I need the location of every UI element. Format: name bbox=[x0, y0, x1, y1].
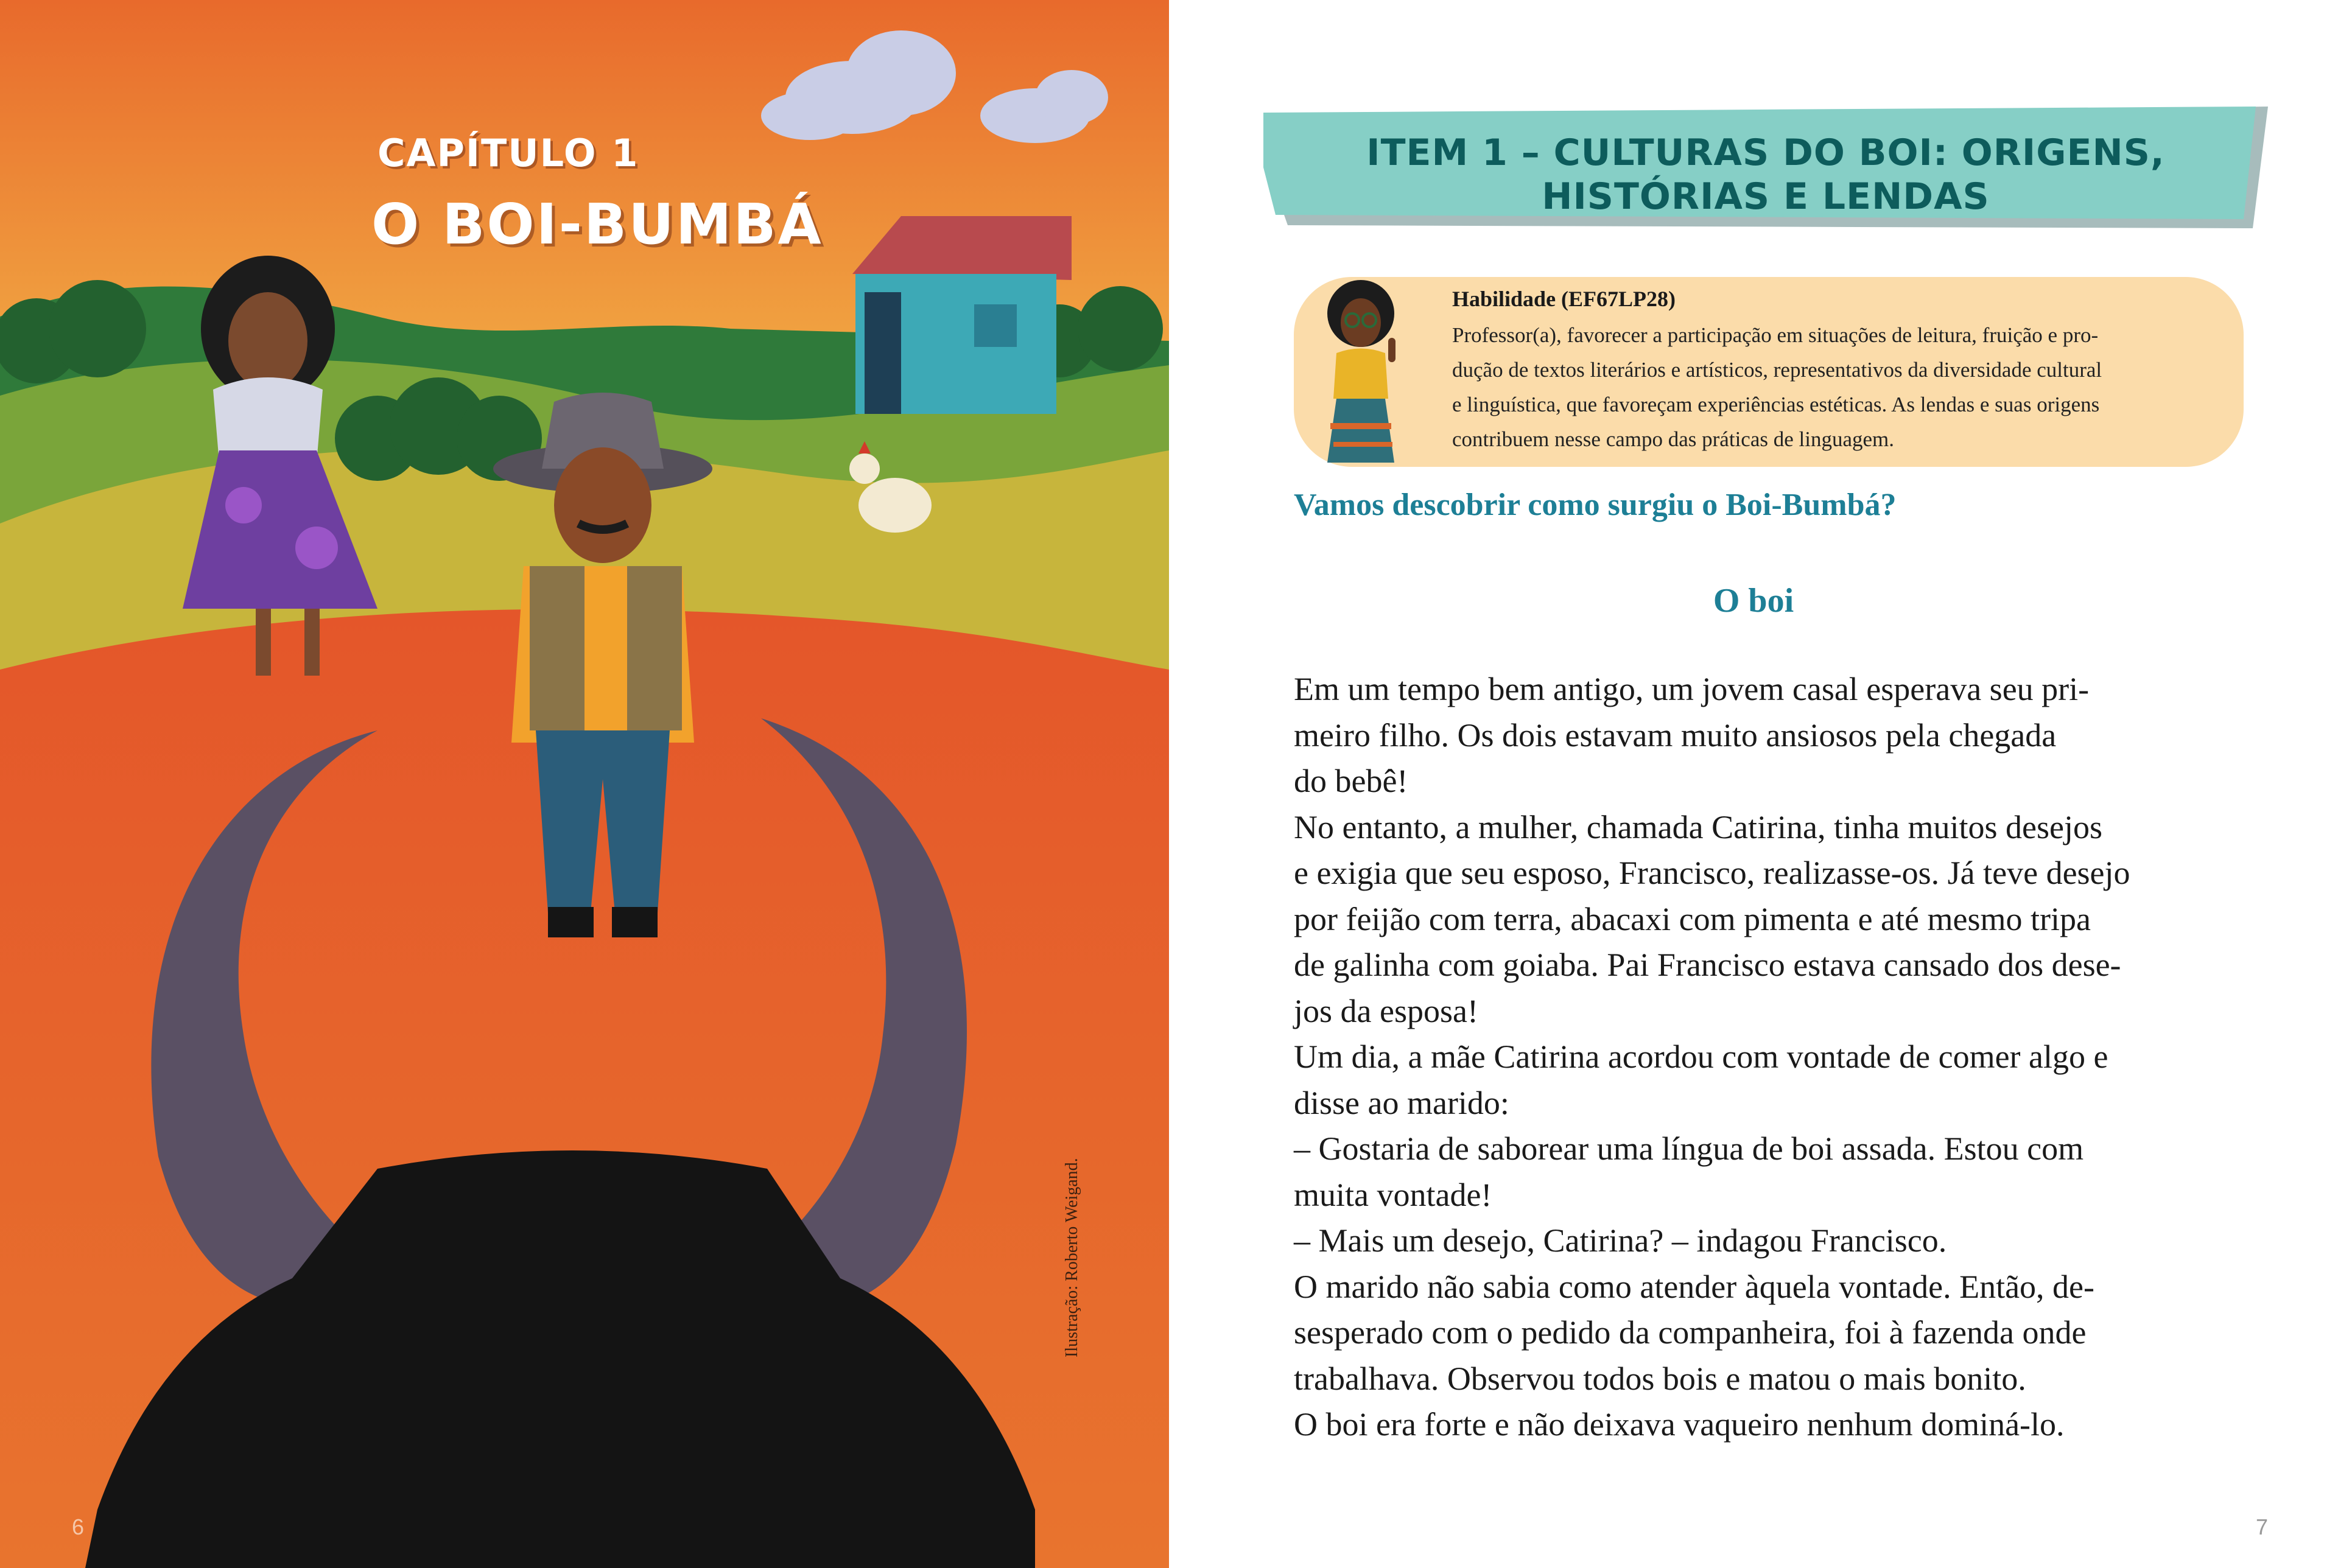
banner-title bbox=[1263, 131, 2268, 219]
story-line: Em um tempo bem antigo, um jovem casal esperava seu pri- bbox=[1294, 671, 2090, 707]
skill-line: dução de textos literários e artísticos, representativos da diversidade cultural bbox=[1452, 358, 2102, 382]
banner-line-1: ITEM 1 – CULTURAS DO BOI: ORIGENS, bbox=[1366, 131, 2165, 174]
story-line: de galinha com goiaba. Pai Francisco estava cansado dos dese- bbox=[1294, 947, 2121, 983]
section-banner bbox=[1263, 107, 2268, 228]
story-line: Um dia, a mãe Catirina acordou com vontade de comer algo e bbox=[1294, 1038, 2108, 1075]
chapter-title: O BOI-BUMBÁ bbox=[371, 192, 823, 257]
story-line: meiro filho. Os dois estavam muito ansiosos pela chegada bbox=[1294, 716, 2057, 754]
page-number-left: 6 bbox=[72, 1514, 85, 1539]
page-number-right: 7 bbox=[2256, 1514, 2269, 1539]
story-line: e exigia que seu esposo, Francisco, realizasse-os. Já teve desejo bbox=[1294, 855, 2130, 891]
teacher-avatar bbox=[1312, 280, 1413, 466]
story-title: O boi bbox=[1713, 582, 1794, 620]
story-line: – Mais um desejo, Catirina? – indagou Francisco. bbox=[1294, 1222, 1947, 1259]
story-line: disse ao marido: bbox=[1294, 1084, 1509, 1121]
right-page bbox=[1169, 0, 2338, 1568]
skill-title: Habilidade (EF67LP28) bbox=[1452, 287, 1676, 311]
skill-line: contribuem nesse campo das práticas de linguagem. bbox=[1452, 427, 1895, 451]
story-line: No entanto, a mulher, chamada Catirina, tinha muitos desejos bbox=[1294, 808, 2102, 845]
chapter-label: CAPÍTULO 1 bbox=[377, 131, 639, 175]
banner-line-2: HISTÓRIAS E LENDAS bbox=[1542, 175, 1990, 218]
illustration-credit: Ilustração: Roberto Weigand. bbox=[1062, 1158, 1081, 1357]
skill-line: Professor(a), favorecer a participação em situações de leitura, fruição e pro- bbox=[1452, 323, 2099, 347]
story-line: O marido não sabia como atender àquela vontade. Então, de- bbox=[1294, 1268, 2094, 1305]
story-line: – Gostaria de saborear uma língua de boi assada. Estou com bbox=[1294, 1130, 2084, 1167]
skill-line: e linguística, que favoreçam experiências estéticas. As lendas e suas origens bbox=[1452, 393, 2100, 416]
skill-text bbox=[1452, 318, 2213, 457]
story-line: por feijão com terra, abacaxi com pimenta e até mesmo tripa bbox=[1294, 900, 2091, 937]
story-line: jos da esposa! bbox=[1294, 992, 1478, 1029]
story-line: do bebê! bbox=[1294, 763, 1408, 799]
intro-question: Vamos descobrir como surgiu o Boi-Bumbá? bbox=[1294, 488, 1897, 522]
story-line: O boi era forte e não deixava vaqueiro nenhum dominá-lo. bbox=[1294, 1406, 2065, 1443]
story-text bbox=[1294, 667, 2189, 1448]
story-line: muita vontade! bbox=[1294, 1176, 1492, 1213]
story-line: sesperado com o pedido da companheira, foi à fazenda onde bbox=[1294, 1314, 2087, 1351]
story-line: trabalhava. Observou todos bois e matou o mais bonito. bbox=[1294, 1360, 2026, 1397]
